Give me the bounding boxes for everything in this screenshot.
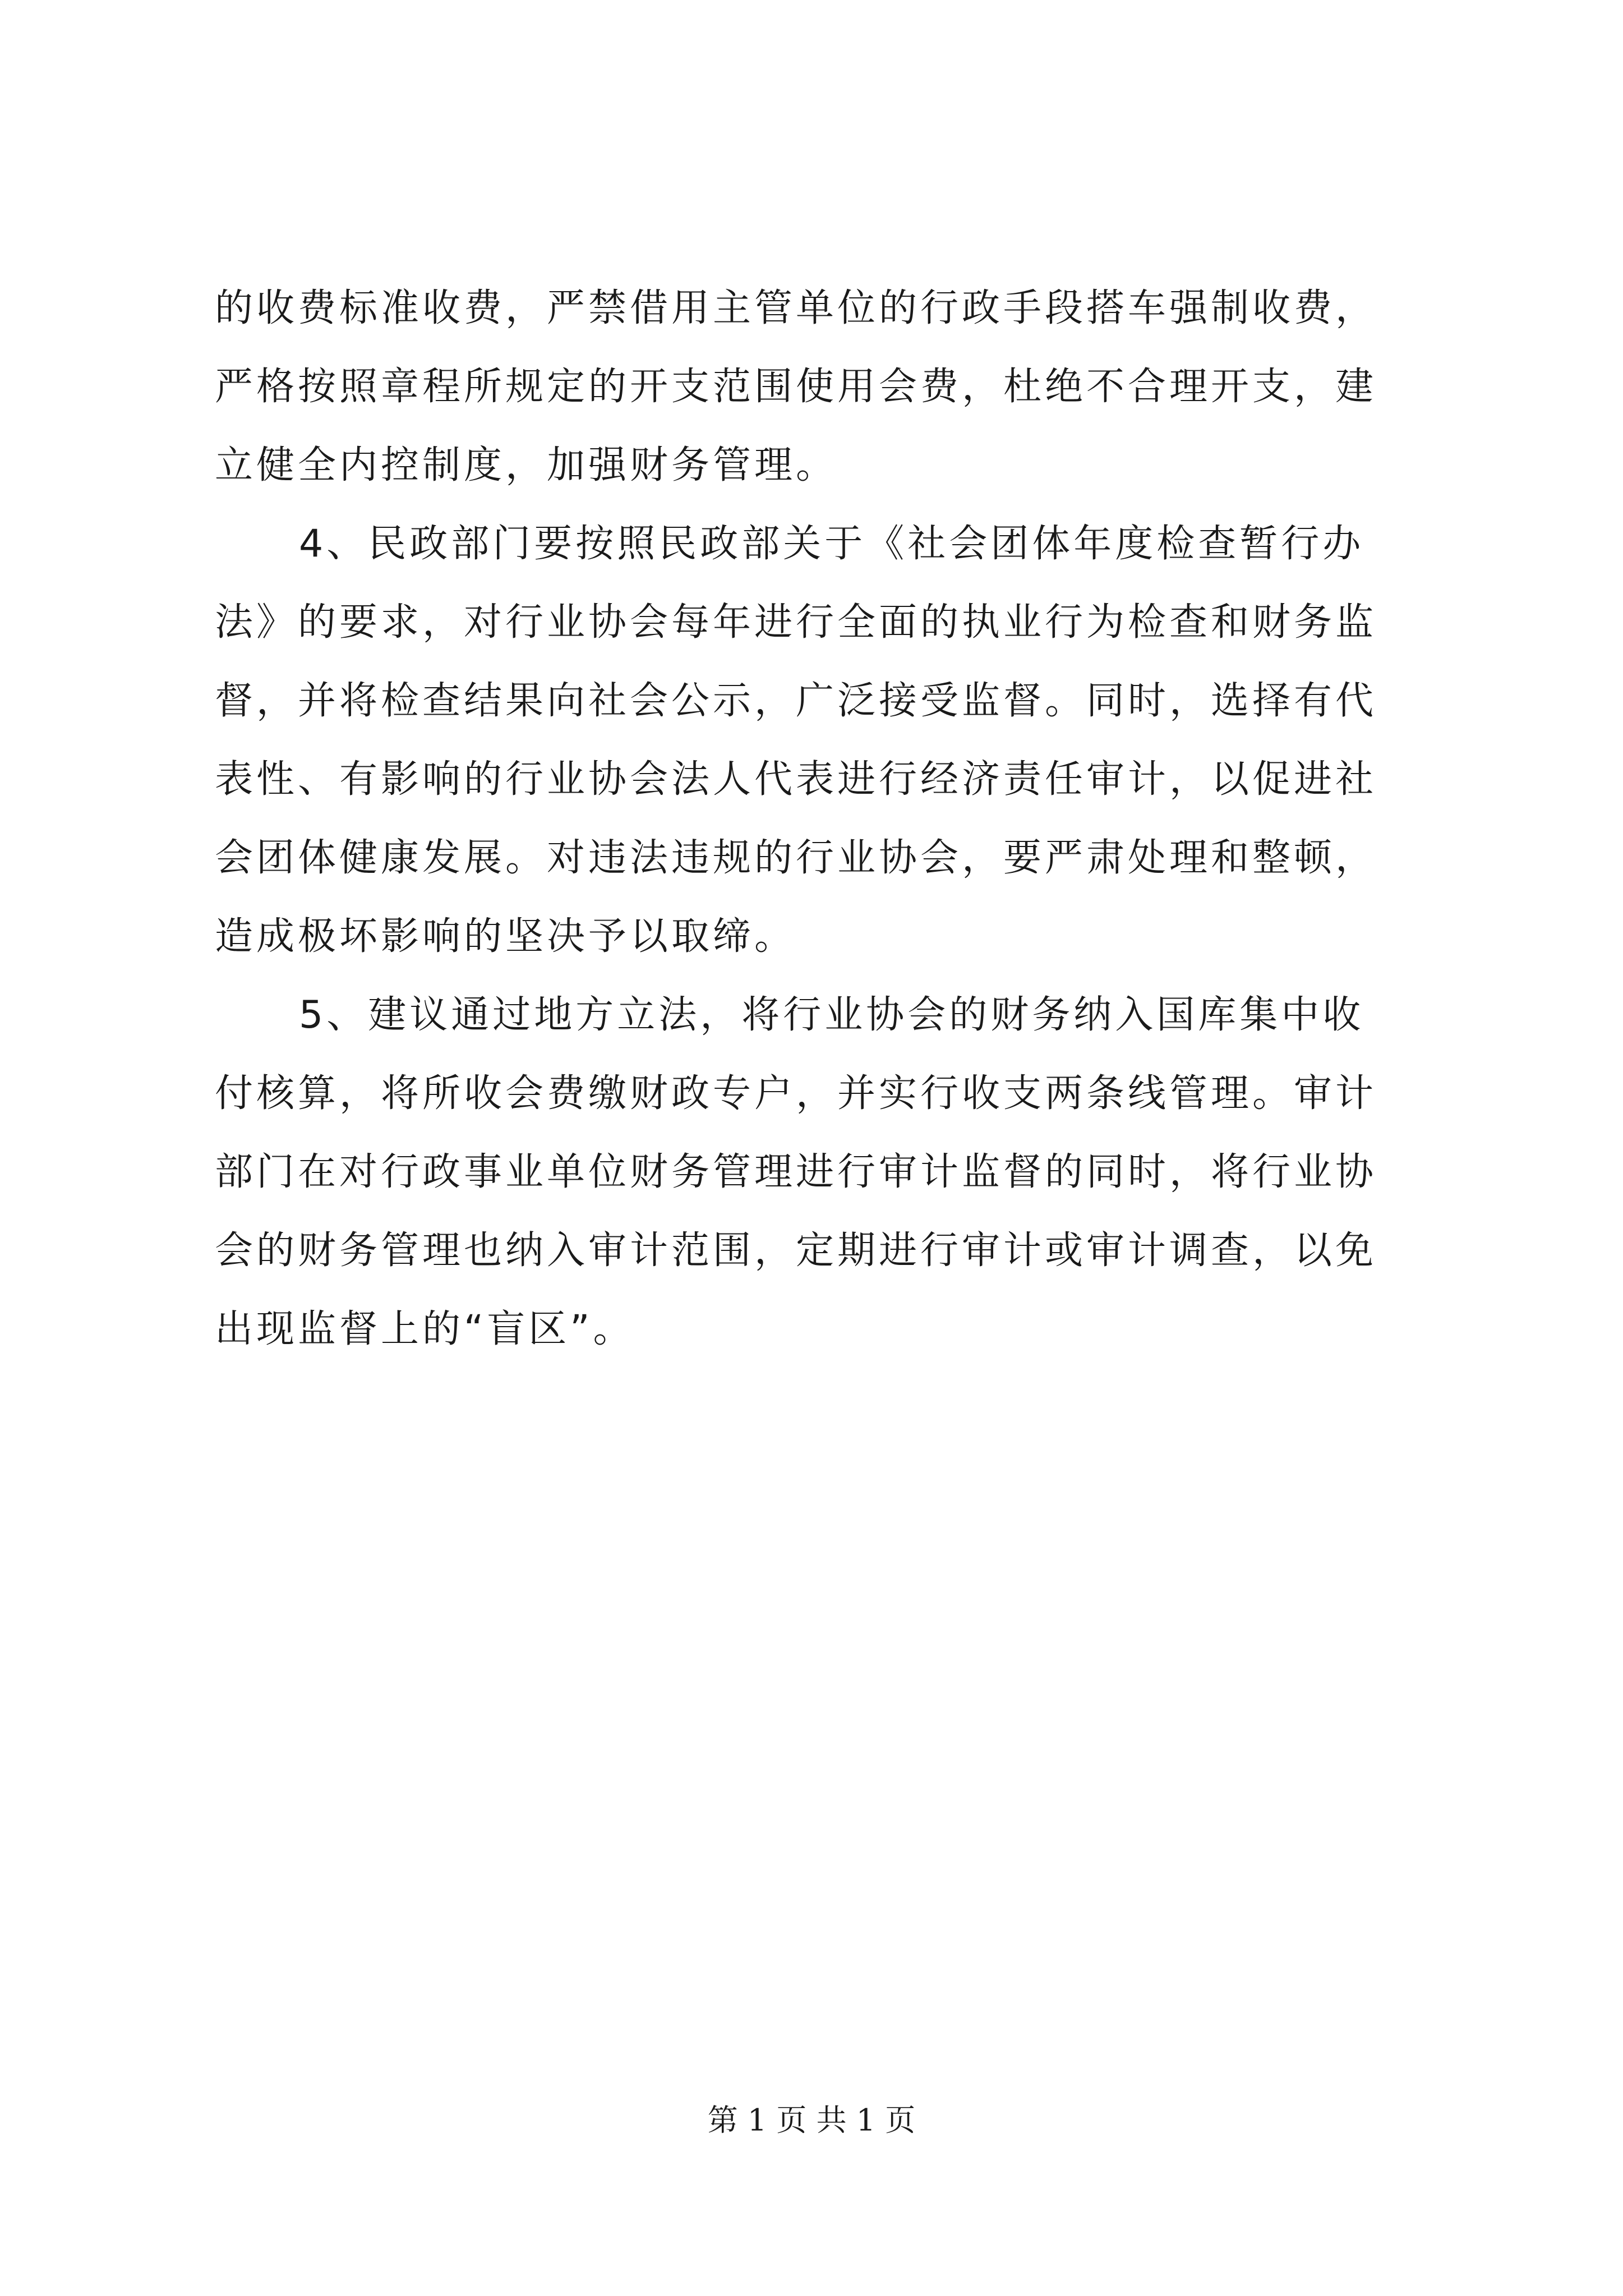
paragraph-3 (215, 976, 1426, 1369)
paragraph-1 (215, 269, 1426, 505)
text-line: 付核算，将所收会费缴财政专户，并实行收支两条线管理。审计 (215, 1071, 1377, 1116)
text-line: 部门在对行政事业单位财务管理进行审计监督的同时，将行业协 (215, 1150, 1377, 1194)
text-line: 严格按照章程所规定的开支范围使用会费，杜绝不合理开支，建 (215, 365, 1377, 409)
text-line: 造成极坏影响的坚决予以取缔。 (215, 914, 796, 959)
page-number-label: 第 1 页 共 1 页 (707, 2102, 916, 2138)
text-line: 5、建议通过地方立法，将行业协会的财务纳入国库集中收 (299, 993, 1364, 1037)
text-line: 会的财务管理也纳入审计范围，定期进行审计或审计调查，以免 (215, 1228, 1377, 1273)
paragraph-2 (215, 505, 1426, 976)
text-line: 会团体健康发展。对违法违规的行业协会，要严肃处理和整顿， (215, 836, 1377, 880)
text-line: 督，并将检查结果向社会公示，广泛接受监督。同时，选择有代 (215, 679, 1377, 723)
text-line: 4、民政部门要按照民政部关于《社会团体年度检查暂行办 (299, 522, 1364, 566)
text-line: 法》的要求，对行业协会每年进行全面的执业行为检查和财务监 (215, 600, 1377, 645)
text-line: 立健全内控制度，加强财务管理。 (215, 443, 838, 487)
text-line: 出现监督上的“盲区”。 (215, 1307, 635, 1351)
page-footer (0, 2098, 1623, 2143)
text-line: 表性、有影响的行业协会法人代表进行经济责任审计，以促进社 (215, 757, 1377, 802)
document-body (215, 269, 1426, 1369)
text-line: 的收费标准收费，严禁借用主管单位的行政手段搭车强制收费， (215, 286, 1377, 330)
